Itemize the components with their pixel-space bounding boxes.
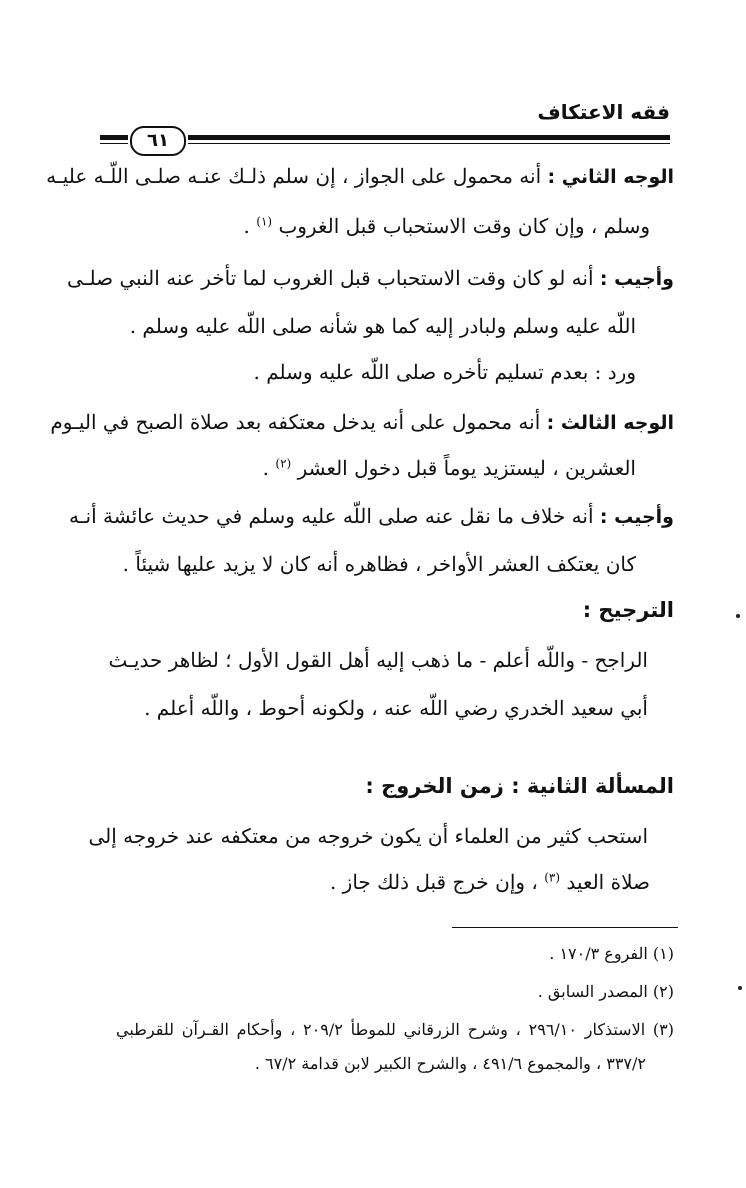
paragraph-4-lead: الوجه الثالث : [546,412,674,434]
paragraph-1-line-1: الوجه الثاني : أنه محمول على الجواز ، إن سلم ذلـك عنـه صلـى اللّـه عليـه [46,164,674,188]
paragraph-7-line-1: استحب كثير من العلماء أن يكون خروجه من معتكفه عند خروجه إلى [88,824,648,848]
paragraph-2-lead: وأجيب : [599,268,674,290]
scan-mark [736,614,740,618]
paragraph-3-line-1: ورد : بعدم تسليم تأخره صلى اللّه عليه وسلم . [253,360,636,384]
paragraph-4-line-1: الوجه الثالث : أنه محمول على أنه يدخل معتكفه بعد صلاة الصبح في اليـوم [50,410,674,434]
footnote-3-line-1: (٣) الاستذكار ٢٩٦/١٠ ، وشرح الزرقاني للموطأ ٢٠٩/٢ ، وأحكام القـرآن للقرطبي [116,1020,674,1039]
page-number: ٦١ [130,126,186,156]
paragraph-1-lead: الوجه الثاني : [547,166,674,188]
footnote-2: (٢) المصدر السابق . [537,982,674,1001]
footnote-separator [452,927,678,928]
running-header-title: فقه الاعتكاف [537,100,670,124]
section-heading-second-issue: المسألة الثانية : زمن الخروج : [365,774,674,798]
paragraph-4-line-2: العشرين ، ليستزيد يوماً قبل دخول العشر $^{(٢)}$ . [262,456,636,480]
paragraph-2-line-2: اللّه عليه وسلم ولبادر إليه كما هو شأنه صلى اللّه عليه وسلم . [129,314,636,338]
paragraph-1-line-2: وسلم ، وإن كان وقت الاستحباب قبل الغروب $^{(١)}$ . [243,214,650,238]
footnote-1: (١) الفروع ١٧٠/٣ . [549,944,674,963]
paragraph-6-line-2: أبي سعيد الخدري رضي اللّه عنه ، ولكونه أحوط ، واللّه أعلم . [144,696,648,720]
footnote-ref-1: (١) [256,214,273,229]
paragraph-2-line-1: وأجيب : أنه لو كان وقت الاستحباب قبل الغروب لما تأخر عنه النبي صلـى [66,266,674,290]
footnote-ref-2: (٢) [275,456,292,471]
footnote-ref-3: (٣) [544,870,561,885]
section-heading-tarjih: الترجيح : [582,598,674,622]
footnote-3-line-2: ٣٣٧/٢ ، والمجموع ٤٩١/٦ ، والشرح الكبير لابن قدامة ٦٧/٢ . [254,1054,646,1073]
paragraph-5-line-1: وأجيب : أنه خلاف ما نقل عنه صلى اللّه عليه وسلم في حديث عائشة أنـه [68,504,674,528]
scan-mark [738,986,742,990]
paragraph-7-line-2: صلاة العيد $^{(٣)}$ ، وإن خرج قبل ذلك جاز . [329,870,650,894]
paragraph-5-line-2: كان يعتكف العشر الأواخر ، فظاهره أنه كان لا يزيد عليها شيئاً . [122,552,636,576]
paragraph-6-line-1: الراجح - واللّه أعلم - ما ذهب إليه أهل القول الأول ؛ لظاهر حديـث [108,648,648,672]
paragraph-5-lead: وأجيب : [599,506,674,528]
